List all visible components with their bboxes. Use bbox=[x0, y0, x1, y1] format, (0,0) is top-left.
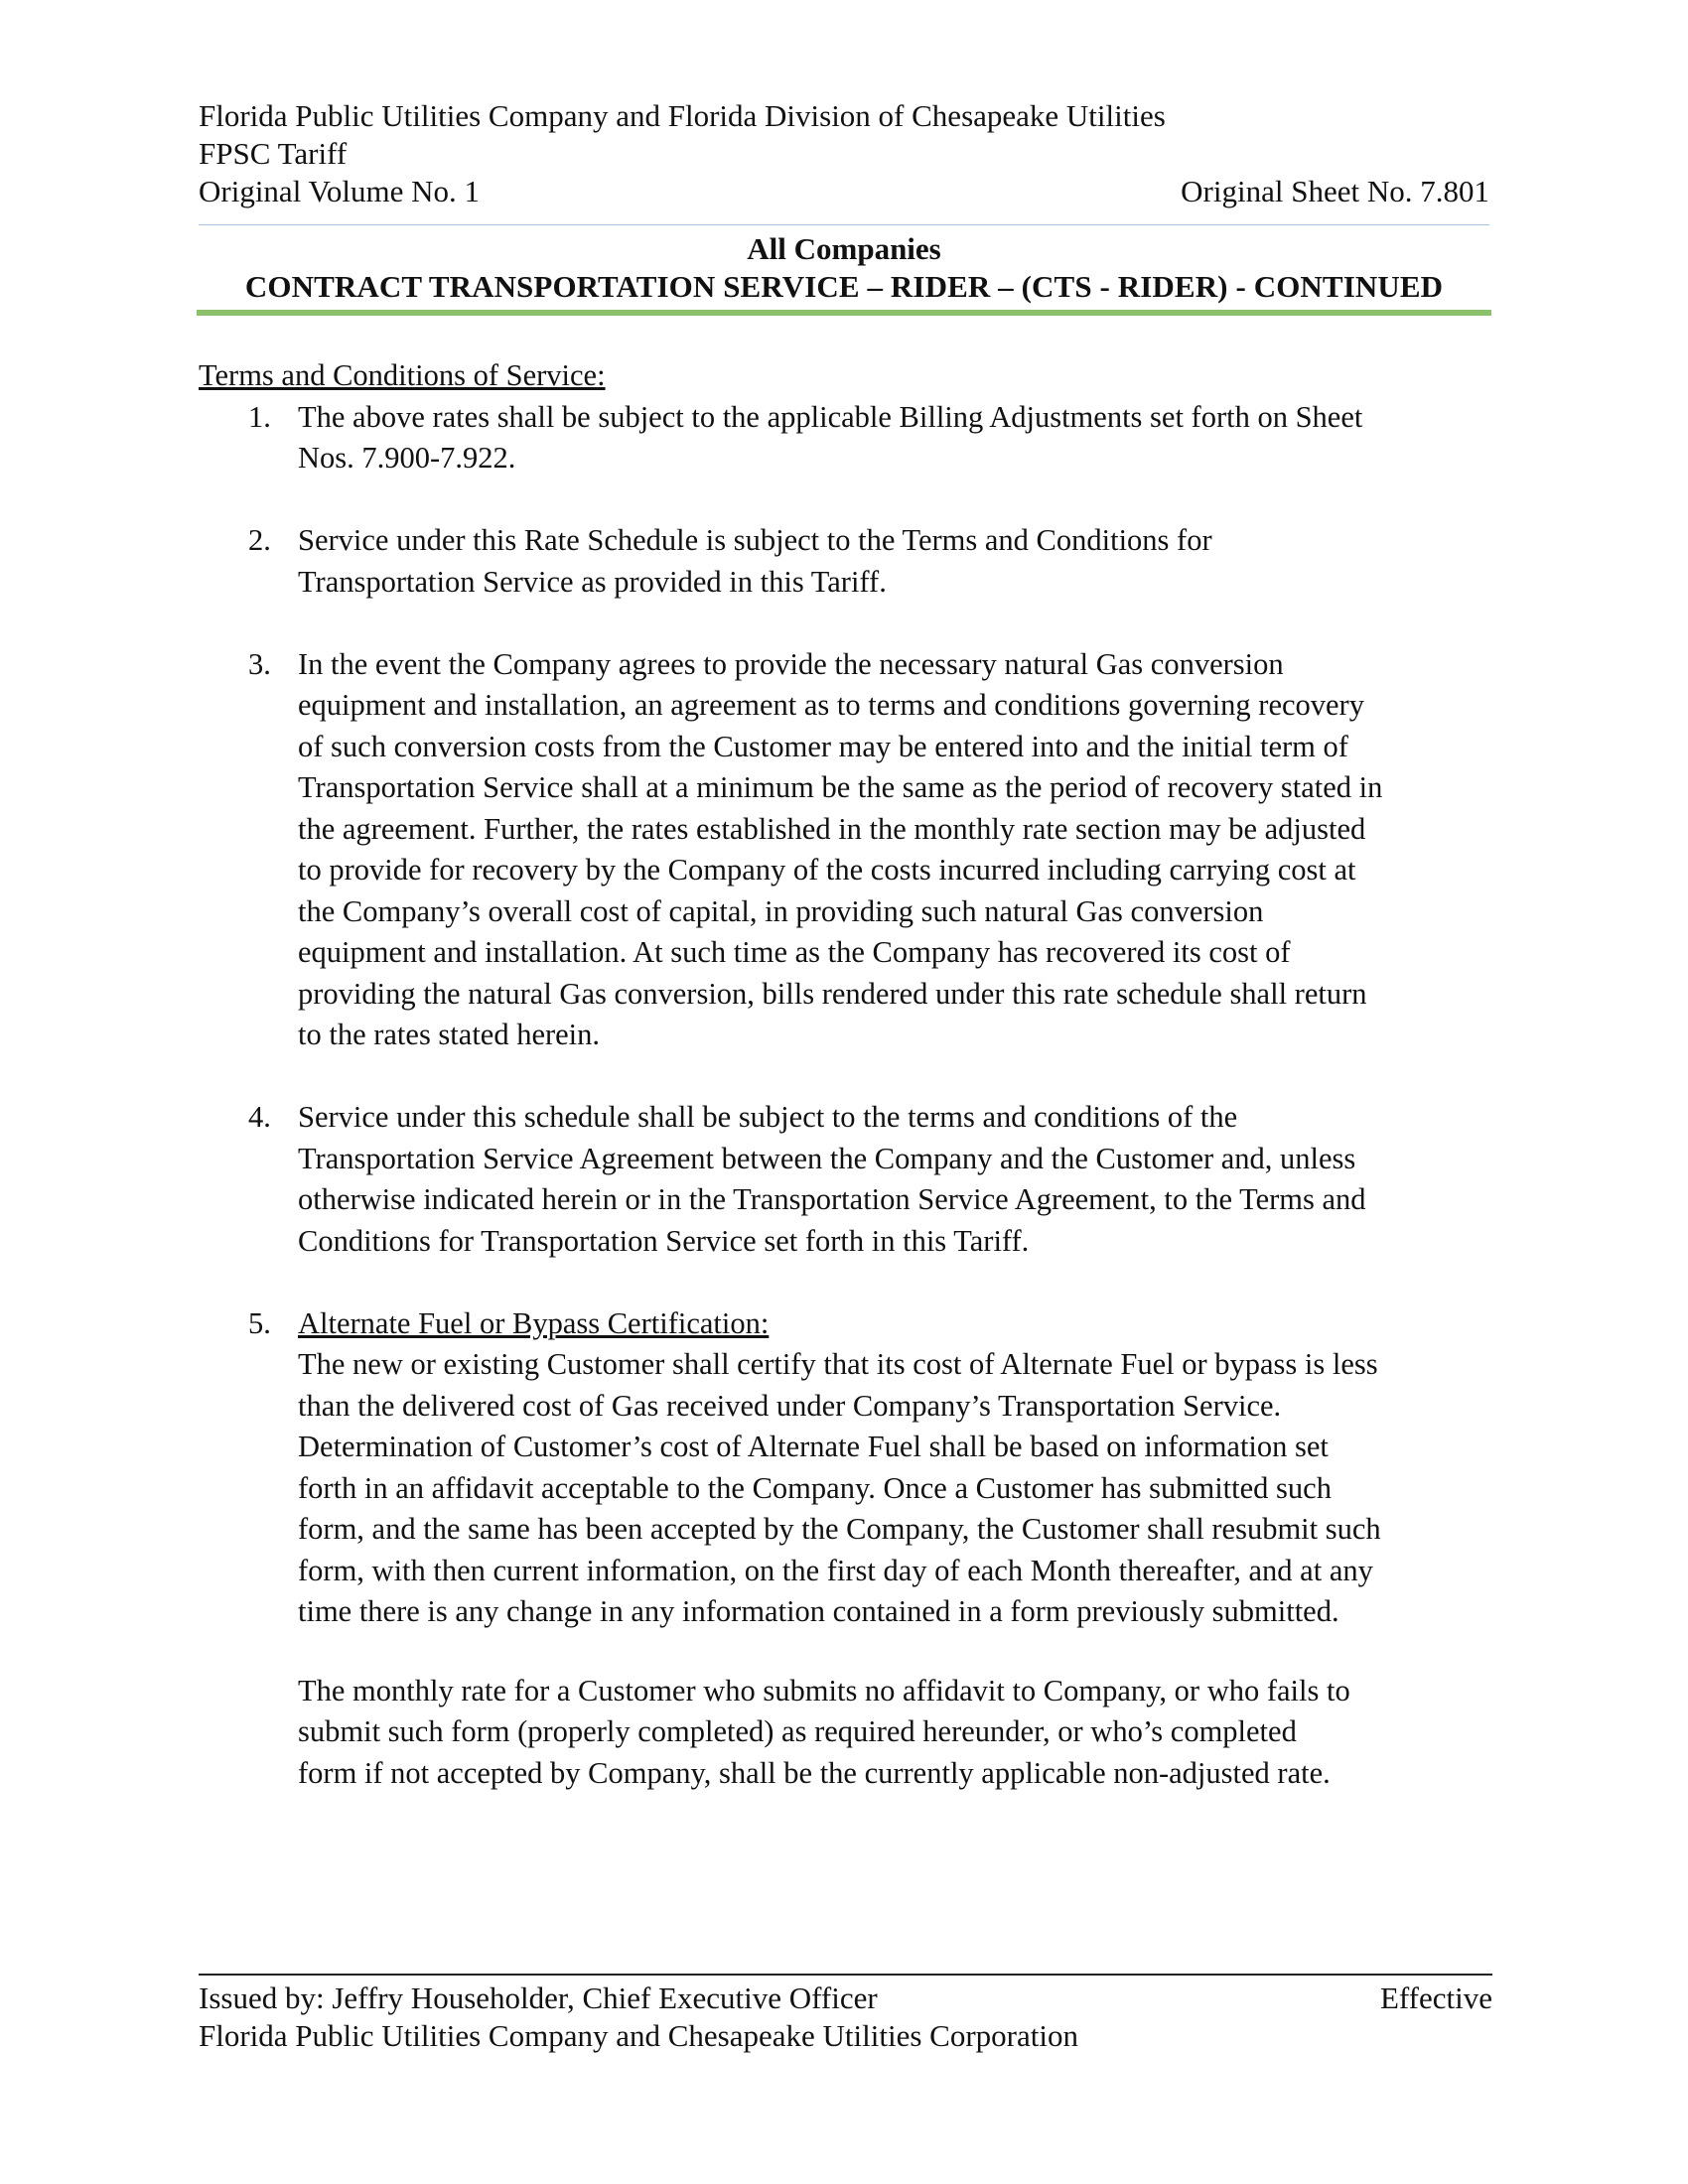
header-volume: Original Volume No. 1 bbox=[199, 174, 481, 208]
paragraph-line: form, with then current information, on the first day of each Month thereafter, and at any bbox=[298, 1553, 1373, 1587]
page-footer bbox=[199, 1979, 1492, 2055]
item-text-line: Service under this schedule shall be subject to the terms and conditions of the bbox=[298, 1100, 1238, 1134]
title-block bbox=[199, 230, 1489, 306]
paragraph-line: submit such form (properly completed) as required hereunder, or who’s completed bbox=[298, 1714, 1297, 1748]
item-text-line: In the event the Company agrees to provide the necessary natural Gas conversion bbox=[298, 646, 1284, 681]
page-header bbox=[199, 97, 1489, 210]
item-number: 3. bbox=[248, 646, 271, 681]
item-text-line: providing the natural Gas conversion, bills rendered under this rate schedule shall return bbox=[298, 976, 1367, 1011]
item-number: 1. bbox=[248, 399, 271, 434]
footer-company: Florida Public Utilities Company and Chesapeake Utilities Corporation bbox=[199, 2018, 1078, 2053]
affidavit-paragraph bbox=[298, 1671, 1499, 1795]
item-number: 4. bbox=[248, 1100, 271, 1134]
item-text-line: equipment and installation. At such time as the Company has recovered its cost of bbox=[298, 935, 1291, 969]
header-tariff-line: FPSC Tariff bbox=[199, 136, 348, 171]
terms-section bbox=[199, 355, 1499, 1836]
footer-effective: Effective bbox=[1379, 1980, 1492, 2015]
paragraph-line: The new or existing Customer shall certify that its cost of Alternate Fuel or bypass is less bbox=[298, 1347, 1378, 1381]
paragraph-line: Determination of Customer’s cost of Alternate Fuel shall be based on information set bbox=[298, 1430, 1329, 1463]
title-heading: All Companies bbox=[747, 231, 941, 266]
alternate-fuel-paragraph bbox=[298, 1344, 1499, 1633]
item-text-line: Transportation Service as provided in this Tariff. bbox=[298, 564, 887, 599]
paragraph-line: form, and the same has been accepted by the Company, the Customer shall resubmit such bbox=[298, 1512, 1381, 1546]
item-text-line: Nos. 7.900-7.922. bbox=[298, 441, 516, 475]
item-text-line: the agreement. Further, the rates established in the monthly rate section may be adjusted bbox=[298, 811, 1366, 846]
item-text-line: to the rates stated herein. bbox=[298, 1018, 601, 1051]
list-item bbox=[199, 520, 1499, 603]
paragraph-line: than the delivered cost of Gas received under Company’s Transportation Service. bbox=[298, 1388, 1282, 1423]
footer-divider bbox=[199, 1974, 1492, 1976]
terms-list bbox=[199, 397, 1499, 1795]
footer-issued-by: Issued by: Jeffry Householder, Chief Executive Officer bbox=[199, 1980, 878, 2015]
terms-heading bbox=[199, 355, 1499, 397]
paragraph-line: time there is any change in any information contained in a form previously submitted. bbox=[298, 1594, 1339, 1628]
item-text-line: the Company’s overall cost of capital, in providing such natural Gas conversion bbox=[298, 893, 1264, 928]
terms-heading-colon: : bbox=[597, 358, 606, 392]
item-text-line: equipment and installation, an agreement as to terms and conditions governing recovery bbox=[298, 688, 1364, 722]
item-text-line: Transportation Service Agreement between the Company and the Customer and, unless bbox=[298, 1141, 1356, 1175]
item-text-line: The above rates shall be subject to the applicable Billing Adjustments set forth on Sheet bbox=[298, 399, 1363, 434]
item-text-line: to provide for recovery by the Company of the costs incurred including carrying cost at bbox=[298, 853, 1356, 887]
paragraph-line: form if not accepted by Company, shall be the currently applicable non-adjusted rate. bbox=[298, 1755, 1331, 1790]
item-text-line: Service under this Rate Schedule is subject to the Terms and Conditions for bbox=[298, 523, 1212, 557]
paragraph-line: The monthly rate for a Customer who submits no affidavit to Company, or who fails to bbox=[298, 1673, 1350, 1707]
title-divider bbox=[197, 310, 1491, 316]
item-text-line: Conditions for Transportation Service set forth in this Tariff. bbox=[298, 1223, 1030, 1258]
header-divider bbox=[199, 224, 1489, 225]
list-item bbox=[199, 397, 1499, 479]
paragraph-line: forth in an affidavit acceptable to the Company. Once a Customer has submitted such bbox=[298, 1470, 1332, 1505]
alternate-fuel-heading: Alternate Fuel or Bypass Certification: bbox=[298, 1305, 770, 1340]
item-number: 5. bbox=[248, 1305, 271, 1340]
list-item bbox=[199, 1097, 1499, 1262]
list-item-alternate-fuel bbox=[199, 1303, 1499, 1795]
header-sheet-number: Original Sheet No. 7.801 bbox=[1181, 174, 1489, 208]
item-number: 2. bbox=[248, 523, 271, 557]
item-text-line: Transportation Service shall at a minimum be the same as the period of recovery stated in bbox=[298, 770, 1383, 804]
title-subheading: CONTRACT TRANSPORTATION SERVICE – RIDER – (CTS - RIDER) - CONTINUED bbox=[244, 269, 1444, 304]
header-company-line: Florida Public Utilities Company and Florida Division of Chesapeake Utilities bbox=[199, 98, 1166, 133]
terms-heading-text: Terms and Conditions of Service bbox=[199, 358, 598, 392]
item-text-line: of such conversion costs from the Customer may be entered into and the initial term of bbox=[298, 729, 1348, 763]
list-item bbox=[199, 644, 1499, 1056]
item-text-line: otherwise indicated herein or in the Transportation Service Agreement, to the Terms and bbox=[298, 1182, 1366, 1216]
